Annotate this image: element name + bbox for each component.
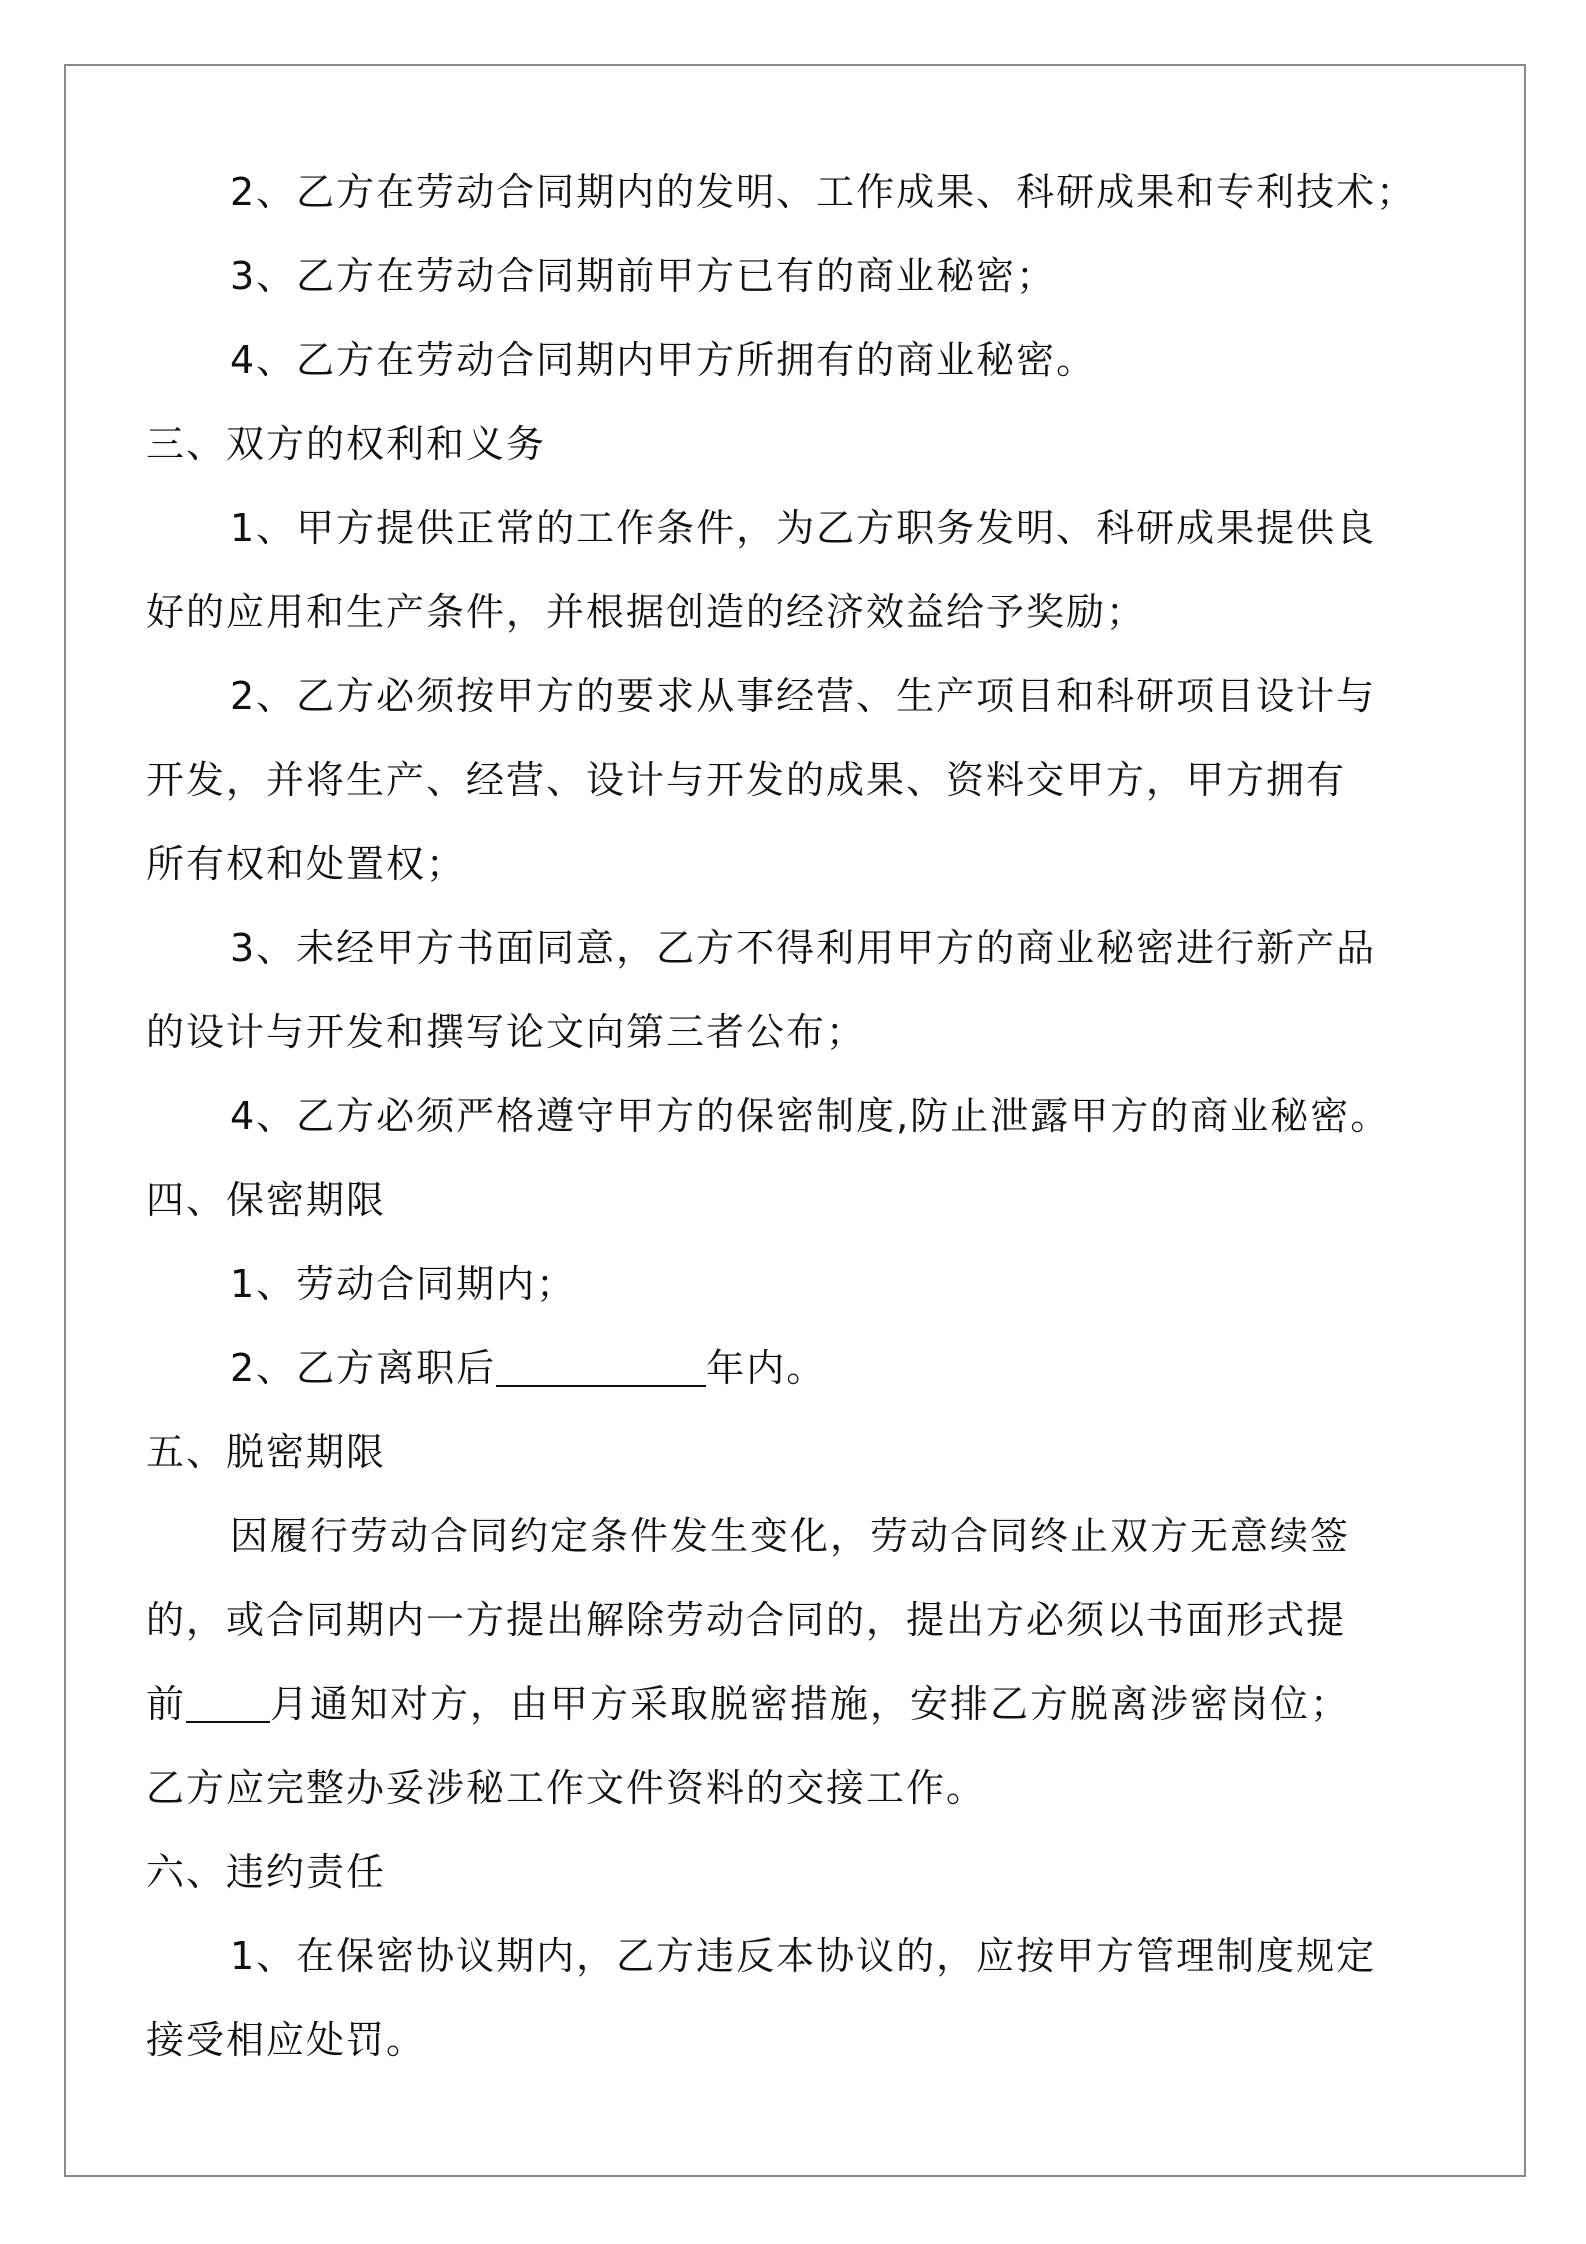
document-body [146, 150, 1448, 2082]
clause-line: 2、乙方必须按甲方的要求从事经营、生产项目和科研项目设计与 [230, 674, 1377, 718]
clause-text: 月通知对方，由甲方采取脱密措施，安排乙方脱离涉密岗位； [270, 1682, 1351, 1726]
years-blank-field[interactable] [496, 1345, 706, 1387]
section-heading-confidentiality-period: 四、保密期限 [146, 1178, 387, 1222]
clause-line: 开发，并将生产、经营、设计与开发的成果、资料交甲方，甲方拥有 [146, 758, 1347, 802]
clause-text: 前 [146, 1682, 187, 1726]
clause-line: 1、劳动合同期内； [230, 1262, 577, 1306]
section-heading-liability: 六、违约责任 [146, 1850, 387, 1894]
clause-line: 所有权和处置权； [146, 842, 467, 886]
clause-line: 1、在保密协议期内，乙方违反本协议的，应按甲方管理制度规定 [230, 1934, 1377, 1978]
clause-line: 1、甲方提供正常的工作条件，为乙方职务发明、科研成果提供良 [230, 506, 1377, 550]
clause-line: 的设计与开发和撰写论文向第三者公布； [146, 1010, 867, 1054]
clause-text: 2、乙方离职后 [230, 1346, 497, 1390]
clause-line: 因履行劳动合同约定条件发生变化，劳动合同终止双方无意续签 [230, 1514, 1351, 1558]
section-heading-declassification-period: 五、脱密期限 [146, 1430, 387, 1474]
clause-line: 3、乙方在劳动合同期前甲方已有的商业秘密； [230, 254, 1057, 298]
clause-line: 3、未经甲方书面同意，乙方不得利用甲方的商业秘密进行新产品 [230, 926, 1377, 970]
clause-line: 4、乙方必须严格遵守甲方的保密制度,防止泄露甲方的商业秘密。 [230, 1094, 1391, 1138]
clause-line: 的，或合同期内一方提出解除劳动合同的，提出方必须以书面形式提 [146, 1598, 1347, 1642]
clause-line: 2、乙方在劳动合同期内的发明、工作成果、科研成果和专利技术； [230, 170, 1417, 214]
clause-line: 好的应用和生产条件，并根据创造的经济效益给予奖励； [146, 590, 1147, 634]
clause-line: 4、乙方在劳动合同期内甲方所拥有的商业秘密。 [230, 338, 1097, 382]
clause-line: 接受相应处罚。 [146, 2018, 427, 2062]
clause-line-with-blank [146, 1326, 1448, 1410]
clause-line-with-blank [146, 1662, 1448, 1746]
clause-text: 年内。 [706, 1346, 827, 1390]
months-blank-field[interactable] [186, 1681, 270, 1723]
section-heading-rights: 三、双方的权利和义务 [146, 422, 547, 466]
clause-line: 乙方应完整办妥涉秘工作文件资料的交接工作。 [146, 1766, 987, 1810]
